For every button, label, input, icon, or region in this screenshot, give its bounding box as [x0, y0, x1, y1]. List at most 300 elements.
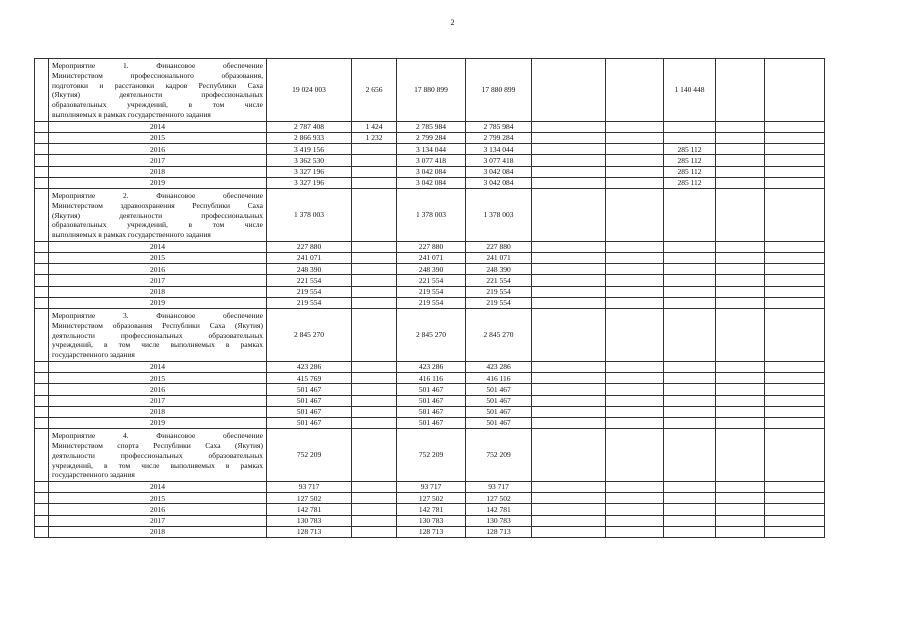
year-label: 2019 — [49, 177, 267, 188]
row-marker-cell — [35, 515, 49, 526]
year-row — [35, 275, 825, 286]
measure-row — [35, 309, 825, 362]
year-value-cell: 501 467 — [397, 395, 466, 406]
year-value-cell: 415 769 — [267, 373, 352, 384]
row-marker-cell — [35, 297, 49, 308]
measure-value-cell: 1 378 003 — [267, 188, 352, 241]
year-value-cell — [765, 253, 825, 264]
description-line: государственного задания — [52, 350, 135, 360]
row-marker-cell — [35, 373, 49, 384]
year-value-cell: 248 390 — [267, 264, 352, 275]
year-value-cell — [532, 373, 606, 384]
year-value-cell — [606, 286, 664, 297]
measure-value-cell — [352, 429, 397, 482]
year-value-cell — [716, 515, 765, 526]
year-value-cell — [765, 297, 825, 308]
row-marker-cell — [35, 309, 49, 362]
year-value-cell — [716, 373, 765, 384]
year-value-cell — [606, 373, 664, 384]
year-value-cell: 501 467 — [397, 384, 466, 395]
year-value-cell: 2 799 284 — [466, 132, 532, 143]
year-value-cell — [532, 144, 606, 155]
measure-value-cell — [716, 188, 765, 241]
year-value-cell — [606, 241, 664, 252]
measure-row — [35, 59, 825, 122]
year-value-cell — [716, 482, 765, 493]
year-value-cell — [716, 121, 765, 132]
year-value-cell — [664, 264, 716, 275]
year-value-cell — [352, 504, 397, 515]
year-value-cell — [765, 144, 825, 155]
row-marker-cell — [35, 241, 49, 252]
year-label: 2017 — [49, 515, 267, 526]
year-value-cell — [765, 155, 825, 166]
year-value-cell — [606, 482, 664, 493]
year-value-cell — [606, 297, 664, 308]
year-value-cell — [765, 241, 825, 252]
year-value-cell: 501 467 — [267, 417, 352, 428]
year-value-cell — [765, 121, 825, 132]
row-marker-cell — [35, 59, 49, 122]
year-value-cell — [606, 177, 664, 188]
year-value-cell — [606, 417, 664, 428]
year-label: 2016 — [49, 504, 267, 515]
year-value-cell: 3 042 084 — [466, 166, 532, 177]
year-value-cell — [532, 275, 606, 286]
row-marker-cell — [35, 526, 49, 537]
measure-row — [35, 188, 825, 241]
year-value-cell: 221 554 — [397, 275, 466, 286]
measure-value-cell: 2 656 — [352, 59, 397, 122]
measure-value-cell: 2 845 270 — [466, 309, 532, 362]
measure-value-cell — [765, 309, 825, 362]
year-row — [35, 144, 825, 155]
year-value-cell — [352, 417, 397, 428]
year-row — [35, 406, 825, 417]
year-value-cell: 1 232 — [352, 132, 397, 143]
year-value-cell: 248 390 — [466, 264, 532, 275]
year-value-cell — [352, 373, 397, 384]
measure-description — [49, 188, 267, 241]
year-value-cell: 142 781 — [397, 504, 466, 515]
year-value-cell — [664, 493, 716, 504]
year-value-cell — [352, 384, 397, 395]
year-value-cell — [606, 275, 664, 286]
year-value-cell — [606, 155, 664, 166]
year-value-cell — [532, 482, 606, 493]
measure-value-cell — [716, 59, 765, 122]
year-value-cell — [716, 504, 765, 515]
measure-value-cell: 1 378 003 — [466, 188, 532, 241]
year-label: 2018 — [49, 166, 267, 177]
year-value-cell — [765, 166, 825, 177]
row-marker-cell — [35, 155, 49, 166]
year-value-cell — [352, 515, 397, 526]
year-value-cell — [716, 493, 765, 504]
year-value-cell — [532, 155, 606, 166]
year-value-cell — [532, 384, 606, 395]
row-marker-cell — [35, 504, 49, 515]
year-value-cell: 2 866 933 — [267, 132, 352, 143]
description-line: Мероприятие 4. Финансовое обеспечение — [52, 431, 263, 441]
description-line: выполняемых в рамках государственного задания — [52, 230, 211, 240]
measure-value-cell: 752 209 — [397, 429, 466, 482]
year-value-cell: 93 717 — [466, 482, 532, 493]
description-line: государственного задания — [52, 470, 135, 480]
year-value-cell: 501 467 — [267, 406, 352, 417]
year-value-cell — [606, 362, 664, 373]
description-line: Министерством профессионального образования, — [52, 70, 263, 80]
year-value-cell: 3 134 044 — [466, 144, 532, 155]
year-value-cell — [664, 241, 716, 252]
year-value-cell: 3 419 156 — [267, 144, 352, 155]
year-value-cell — [606, 253, 664, 264]
measure-value-cell: 2 845 270 — [267, 309, 352, 362]
measure-description — [49, 59, 267, 122]
year-value-cell — [352, 144, 397, 155]
year-row — [35, 362, 825, 373]
year-label: 2014 — [49, 241, 267, 252]
description-line: Мероприятие 3. Финансовое обеспечение — [52, 311, 263, 321]
row-marker-cell — [35, 406, 49, 417]
description-line: Мероприятие 1. Финансовое обеспечение — [52, 61, 263, 70]
year-value-cell — [765, 264, 825, 275]
description-line: деятельности профессиональных образовательных — [52, 330, 263, 340]
year-value-cell: 127 502 — [466, 493, 532, 504]
year-label: 2014 — [49, 121, 267, 132]
year-value-cell — [606, 166, 664, 177]
row-marker-cell — [35, 384, 49, 395]
year-value-cell — [716, 241, 765, 252]
year-value-cell — [716, 132, 765, 143]
page-number: 2 — [450, 18, 455, 27]
year-value-cell — [606, 493, 664, 504]
row-marker-cell — [35, 253, 49, 264]
year-label: 2015 — [49, 373, 267, 384]
year-label: 2018 — [49, 526, 267, 537]
year-value-cell: 3 327 196 — [267, 166, 352, 177]
year-row — [35, 177, 825, 188]
year-value-cell — [606, 264, 664, 275]
year-value-cell — [532, 286, 606, 297]
budget-table — [34, 58, 825, 538]
description-line: Министерством спорта Республики Саха (Якутия) — [52, 440, 263, 450]
year-value-cell: 3 362 530 — [267, 155, 352, 166]
year-value-cell: 501 467 — [466, 384, 532, 395]
row-marker-cell — [35, 121, 49, 132]
year-value-cell — [716, 286, 765, 297]
year-label: 2015 — [49, 493, 267, 504]
row-marker-cell — [35, 132, 49, 143]
year-value-cell: 423 286 — [466, 362, 532, 373]
year-value-cell: 501 467 — [397, 406, 466, 417]
year-label: 2014 — [49, 482, 267, 493]
year-label: 2017 — [49, 275, 267, 286]
measure-value-cell: 17 880 899 — [397, 59, 466, 122]
year-value-cell: 219 554 — [397, 297, 466, 308]
row-marker-cell — [35, 275, 49, 286]
year-value-cell — [765, 417, 825, 428]
description-line: учреждений, в том числе выполняемых в рамках — [52, 460, 263, 470]
measure-value-cell — [664, 429, 716, 482]
measure-value-cell — [716, 429, 765, 482]
description-line: учреждений, в том числе выполняемых в рамках — [52, 340, 263, 350]
year-row — [35, 253, 825, 264]
year-row — [35, 395, 825, 406]
year-value-cell: 93 717 — [267, 482, 352, 493]
year-row — [35, 493, 825, 504]
year-value-cell — [765, 526, 825, 537]
year-value-cell — [765, 362, 825, 373]
description-line: образовательных учреждений, в том числе — [52, 220, 263, 230]
year-value-cell — [352, 275, 397, 286]
row-marker-cell — [35, 286, 49, 297]
row-marker-cell — [35, 417, 49, 428]
year-value-cell — [716, 297, 765, 308]
year-row — [35, 166, 825, 177]
measure-value-cell — [765, 59, 825, 122]
year-value-cell: 285 112 — [664, 177, 716, 188]
measure-value-cell — [352, 188, 397, 241]
measure-row — [35, 429, 825, 482]
year-value-cell — [532, 177, 606, 188]
year-value-cell — [352, 241, 397, 252]
year-value-cell — [532, 132, 606, 143]
year-value-cell: 3 042 084 — [466, 177, 532, 188]
year-value-cell: 423 286 — [267, 362, 352, 373]
year-value-cell — [664, 286, 716, 297]
year-row — [35, 504, 825, 515]
year-label: 2017 — [49, 155, 267, 166]
year-value-cell — [664, 362, 716, 373]
year-row — [35, 132, 825, 143]
year-value-cell — [532, 241, 606, 252]
description-line: (Якутия) деятельности профессиональных — [52, 210, 263, 220]
year-value-cell — [352, 362, 397, 373]
year-value-cell — [664, 406, 716, 417]
year-value-cell: 128 713 — [397, 526, 466, 537]
measure-value-cell: 19 024 003 — [267, 59, 352, 122]
year-value-cell — [606, 132, 664, 143]
year-value-cell — [765, 384, 825, 395]
year-value-cell — [532, 493, 606, 504]
year-value-cell — [664, 417, 716, 428]
year-value-cell: 142 781 — [466, 504, 532, 515]
year-label: 2015 — [49, 253, 267, 264]
year-value-cell: 248 390 — [397, 264, 466, 275]
measure-value-cell — [765, 188, 825, 241]
year-value-cell — [664, 515, 716, 526]
year-row — [35, 241, 825, 252]
year-value-cell: 3 327 196 — [267, 177, 352, 188]
year-value-cell — [532, 253, 606, 264]
row-marker-cell — [35, 429, 49, 482]
year-value-cell: 130 783 — [466, 515, 532, 526]
year-value-cell — [352, 297, 397, 308]
year-row — [35, 526, 825, 537]
row-marker-cell — [35, 482, 49, 493]
year-value-cell: 2 799 284 — [397, 132, 466, 143]
description-line: образовательных учреждений, в том числе — [52, 100, 263, 110]
year-value-cell — [532, 515, 606, 526]
year-value-cell — [606, 395, 664, 406]
year-value-cell — [532, 406, 606, 417]
year-value-cell: 221 554 — [267, 275, 352, 286]
year-value-cell: 501 467 — [267, 384, 352, 395]
year-label: 2019 — [49, 417, 267, 428]
measure-value-cell: 2 845 270 — [397, 309, 466, 362]
year-value-cell — [716, 384, 765, 395]
year-value-cell: 3 077 418 — [466, 155, 532, 166]
year-value-cell: 3 077 418 — [397, 155, 466, 166]
year-value-cell — [765, 515, 825, 526]
measure-value-cell: 752 209 — [466, 429, 532, 482]
description-line: выполняемых в рамках государственного задания — [52, 109, 211, 119]
year-value-cell: 219 554 — [466, 286, 532, 297]
year-value-cell — [532, 395, 606, 406]
year-value-cell — [716, 406, 765, 417]
year-value-cell — [716, 362, 765, 373]
year-value-cell — [352, 253, 397, 264]
row-marker-cell — [35, 395, 49, 406]
year-value-cell — [765, 286, 825, 297]
row-marker-cell — [35, 144, 49, 155]
year-row — [35, 264, 825, 275]
year-value-cell — [352, 286, 397, 297]
year-value-cell: 130 783 — [397, 515, 466, 526]
year-value-cell: 128 713 — [267, 526, 352, 537]
year-value-cell — [716, 275, 765, 286]
year-value-cell: 127 502 — [397, 493, 466, 504]
measure-value-cell — [532, 188, 606, 241]
year-value-cell — [664, 526, 716, 537]
year-value-cell — [664, 482, 716, 493]
year-value-cell — [716, 264, 765, 275]
measure-value-cell: 17 880 899 — [466, 59, 532, 122]
year-value-cell — [664, 384, 716, 395]
year-value-cell — [352, 526, 397, 537]
year-value-cell: 219 554 — [267, 297, 352, 308]
year-value-cell — [765, 406, 825, 417]
year-value-cell: 423 286 — [397, 362, 466, 373]
year-value-cell: 416 116 — [397, 373, 466, 384]
year-label: 2014 — [49, 362, 267, 373]
year-value-cell — [716, 417, 765, 428]
year-value-cell — [664, 275, 716, 286]
year-value-cell — [765, 177, 825, 188]
year-value-cell — [716, 395, 765, 406]
measure-value-cell — [606, 188, 664, 241]
year-value-cell: 241 071 — [397, 253, 466, 264]
year-row — [35, 515, 825, 526]
description-line: подготовки и расстановки кадров Республики Саха — [52, 80, 263, 90]
year-value-cell: 3 042 084 — [397, 166, 466, 177]
year-value-cell — [532, 297, 606, 308]
year-value-cell — [716, 253, 765, 264]
year-value-cell — [352, 482, 397, 493]
row-marker-cell — [35, 264, 49, 275]
year-value-cell — [765, 395, 825, 406]
year-value-cell — [532, 121, 606, 132]
year-value-cell: 227 880 — [397, 241, 466, 252]
year-value-cell: 241 071 — [267, 253, 352, 264]
year-value-cell — [606, 406, 664, 417]
year-value-cell — [664, 504, 716, 515]
year-value-cell — [716, 166, 765, 177]
year-value-cell: 127 502 — [267, 493, 352, 504]
year-value-cell — [664, 373, 716, 384]
year-value-cell — [664, 297, 716, 308]
year-value-cell: 221 554 — [466, 275, 532, 286]
year-value-cell — [532, 526, 606, 537]
description-line: (Якутия) деятельности профессиональных — [52, 90, 263, 100]
year-value-cell: 219 554 — [267, 286, 352, 297]
year-label: 2016 — [49, 384, 267, 395]
year-value-cell — [765, 493, 825, 504]
year-value-cell — [606, 144, 664, 155]
year-row — [35, 121, 825, 132]
row-marker-cell — [35, 166, 49, 177]
year-row — [35, 417, 825, 428]
year-value-cell — [532, 417, 606, 428]
description-line: деятельности профессиональных образовательных — [52, 450, 263, 460]
year-value-cell: 219 554 — [397, 286, 466, 297]
year-label: 2018 — [49, 286, 267, 297]
year-value-cell — [606, 504, 664, 515]
year-value-cell — [664, 253, 716, 264]
year-row — [35, 297, 825, 308]
measure-value-cell — [606, 309, 664, 362]
year-value-cell — [716, 526, 765, 537]
year-value-cell — [532, 362, 606, 373]
year-value-cell: 2 787 408 — [267, 121, 352, 132]
year-value-cell — [352, 177, 397, 188]
year-value-cell: 3 042 084 — [397, 177, 466, 188]
year-value-cell: 3 134 044 — [397, 144, 466, 155]
year-value-cell — [532, 166, 606, 177]
measure-value-cell — [664, 188, 716, 241]
year-value-cell: 219 554 — [466, 297, 532, 308]
year-value-cell — [606, 384, 664, 395]
row-marker-cell — [35, 177, 49, 188]
year-value-cell — [352, 406, 397, 417]
year-label: 2018 — [49, 406, 267, 417]
year-value-cell — [765, 373, 825, 384]
year-value-cell — [606, 121, 664, 132]
year-value-cell: 501 467 — [397, 417, 466, 428]
measure-value-cell — [664, 309, 716, 362]
year-value-cell: 501 467 — [267, 395, 352, 406]
year-value-cell — [352, 155, 397, 166]
year-label: 2016 — [49, 144, 267, 155]
year-row — [35, 482, 825, 493]
measure-value-cell: 1 140 448 — [664, 59, 716, 122]
year-value-cell: 128 713 — [466, 526, 532, 537]
year-value-cell — [532, 504, 606, 515]
year-value-cell — [606, 515, 664, 526]
year-value-cell — [352, 395, 397, 406]
year-value-cell: 93 717 — [397, 482, 466, 493]
year-value-cell — [716, 177, 765, 188]
measure-value-cell — [606, 59, 664, 122]
year-value-cell: 285 112 — [664, 166, 716, 177]
measure-value-cell — [765, 429, 825, 482]
year-value-cell: 142 781 — [267, 504, 352, 515]
year-value-cell: 285 112 — [664, 144, 716, 155]
year-value-cell — [606, 526, 664, 537]
description-line: Министерством образования Республики Саха (Якутия) — [52, 320, 263, 330]
year-label: 2015 — [49, 132, 267, 143]
